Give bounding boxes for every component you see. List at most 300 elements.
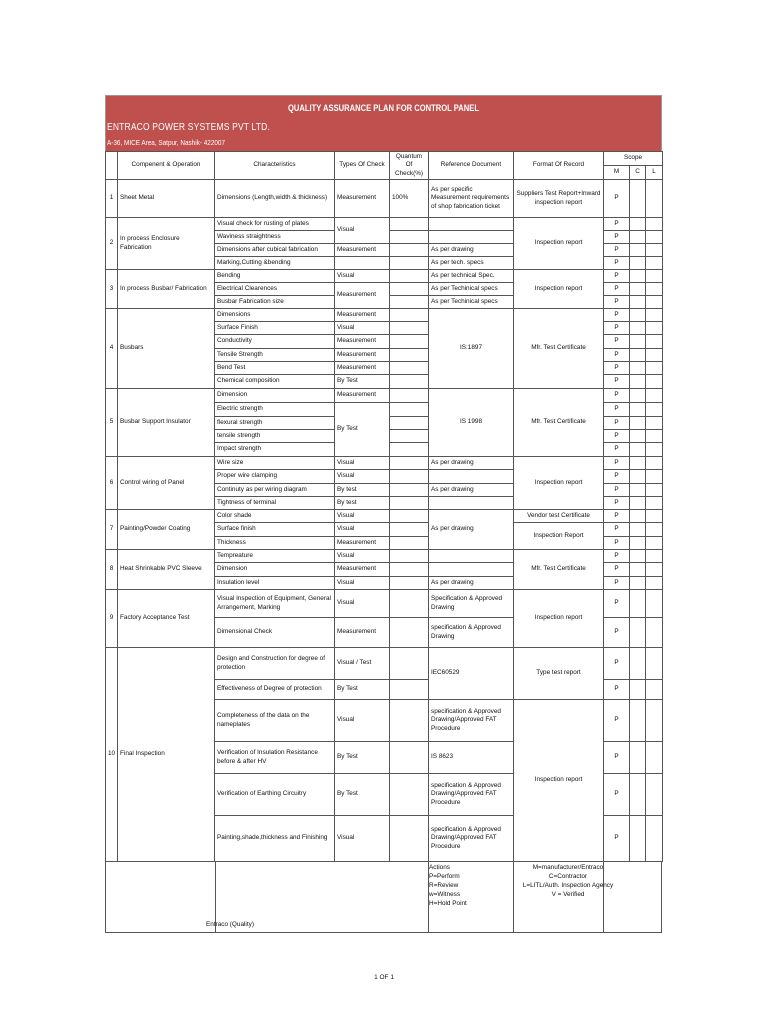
type-cell: Measurement [335, 618, 390, 648]
scope-m-cell: P [604, 218, 630, 231]
reference-cell: As per drawing [429, 510, 514, 550]
actions-perform: P=Perform [429, 872, 460, 880]
document-title: QUALITY ASSURANCE PLAN FOR CONTROL PANEL [288, 103, 479, 114]
scope-c-cell [630, 362, 646, 375]
quantum-cell [390, 742, 429, 774]
table-row [106, 457, 663, 470]
characteristic-cell: Tempreature [215, 550, 335, 563]
format-cell: Inspection report [514, 218, 604, 270]
scope-m-cell: P [604, 375, 630, 389]
footer-legend [105, 862, 662, 933]
scope-l-cell [646, 470, 663, 484]
scope-c-cell [630, 389, 646, 403]
scope-c-cell [630, 270, 646, 283]
scope-c-cell [630, 430, 646, 443]
characteristic-cell: Verification of Insulation Resistance before & after HV [215, 742, 335, 774]
quantum-cell [390, 257, 429, 270]
scope-m-cell: P [604, 742, 630, 774]
quantum-cell [390, 389, 429, 403]
col-header-scope-c: C [630, 166, 646, 180]
scope-l-cell [646, 309, 663, 322]
quantum-cell [390, 680, 429, 700]
reference-cell: specification & Approved Drawing/Approved FAT Procedure [429, 774, 514, 816]
scope-m-cell: P [604, 816, 630, 862]
characteristic-cell: Bending [215, 270, 335, 283]
quantum-cell [390, 270, 429, 283]
characteristic-cell: Color shade [215, 510, 335, 523]
format-cell: Vendor test Certificate [514, 510, 604, 523]
scope-l-cell [646, 443, 663, 457]
type-cell: By Test [335, 403, 390, 457]
characteristic-cell: Wire size [215, 457, 335, 470]
scope-l-cell [646, 180, 663, 218]
reference-cell: IS 1998 [429, 389, 514, 457]
characteristic-cell: Continuty as per wiring diagram [215, 484, 335, 497]
col-header-component: Compenent & Operation [118, 152, 215, 180]
reference-cell: IEC60529 [429, 648, 514, 700]
quantum-cell [390, 484, 429, 497]
scope-m-cell: P [604, 257, 630, 270]
type-cell: Visual [335, 577, 390, 590]
signature-label: Entraco (Quality) [206, 921, 254, 929]
scope-m-cell: P [604, 618, 630, 648]
scope-c-cell [630, 680, 646, 700]
scope-l-cell [646, 430, 663, 443]
scope-l-cell [646, 417, 663, 430]
quantum-cell [390, 700, 429, 742]
scope-m-cell: P [604, 577, 630, 590]
scope-c-cell [630, 590, 646, 618]
quantum-cell [390, 443, 429, 457]
scope-l-cell [646, 335, 663, 349]
scope-c-cell [630, 443, 646, 457]
characteristic-cell: Dimensions [215, 309, 335, 322]
reference-cell: As per specific Measurement requirements of shop fabrication ticket [429, 180, 514, 218]
type-cell: Visual [335, 523, 390, 537]
company-address: A-36, MICE Area, Satpur, Nashik- 422007 [107, 138, 226, 147]
scope-l-cell [646, 349, 663, 362]
format-cell: Suppliers Test Report+Inward inspection report [514, 180, 604, 218]
format-cell: Inspection Report [514, 523, 604, 550]
quantum-cell [390, 403, 429, 417]
scope-l-cell [646, 563, 663, 577]
item-number: 2 [106, 218, 118, 270]
scope-l-cell [646, 618, 663, 648]
scope-m-cell: P [604, 322, 630, 335]
title-banner [105, 95, 662, 151]
scope-l-cell [646, 537, 663, 550]
characteristic-cell: Marking,Cutting &bending [215, 257, 335, 270]
scope-m-cell: P [604, 231, 630, 244]
table-row [106, 309, 663, 322]
table-row [106, 270, 663, 283]
quantum-cell [390, 430, 429, 443]
type-cell: Measurement [335, 309, 390, 322]
scope-c-cell [630, 537, 646, 550]
reference-cell: IS 8623 [429, 742, 514, 774]
col-header-num [106, 152, 118, 180]
quantum-cell [390, 283, 429, 296]
characteristic-cell: Dimensions after cubical fabrication [215, 244, 335, 257]
scope-c-cell [630, 700, 646, 742]
scope-c-cell [630, 218, 646, 231]
scope-l-cell [646, 774, 663, 816]
type-cell: Measurement [335, 362, 390, 375]
component-name: Factory Acceptance Test [118, 590, 215, 648]
type-cell: Measurement [335, 563, 390, 577]
type-cell: Visual [335, 270, 390, 283]
characteristic-cell: Tensile Strength [215, 349, 335, 362]
quantum-cell [390, 774, 429, 816]
table-row [106, 590, 663, 618]
scope-m-cell: P [604, 283, 630, 296]
company-name: ENTRACO POWER SYSTEMS PVT LTD. [107, 122, 271, 133]
characteristic-cell: Electric strength [215, 403, 335, 417]
item-number: 6 [106, 457, 118, 510]
quantum-cell [390, 537, 429, 550]
characteristic-cell: Impact strength [215, 443, 335, 457]
type-cell: By Test [335, 680, 390, 700]
characteristic-cell: Visual check for rusting of plates [215, 218, 335, 231]
scope-l-cell [646, 244, 663, 257]
type-cell: Visual [335, 322, 390, 335]
characteristic-cell: Effectiveness of Degree of protection [215, 680, 335, 700]
col-header-reference: Reference Document [429, 152, 514, 180]
quantum-cell [390, 362, 429, 375]
item-number: 3 [106, 270, 118, 309]
characteristic-cell: Dimensional Check [215, 618, 335, 648]
scope-l-cell [646, 577, 663, 590]
scope-m-cell: P [604, 309, 630, 322]
item-number: 4 [106, 309, 118, 389]
quantum-cell [390, 335, 429, 349]
actions-hold-point: H=Hold Point [429, 899, 467, 907]
scope-l-cell [646, 523, 663, 537]
type-cell: Measurement [335, 283, 390, 309]
actions-review: R=Review [429, 881, 459, 889]
scope-l-cell [646, 375, 663, 389]
type-cell: Visual [335, 590, 390, 618]
reference-cell [429, 497, 514, 510]
characteristic-cell: Design and Construction for degree of protection [215, 648, 335, 680]
scope-l-cell [646, 510, 663, 523]
table-row [106, 648, 663, 680]
col-header-scope: Scope [604, 152, 663, 166]
component-name: Control wiring of Panel [118, 457, 215, 510]
reference-cell: As per drawing [429, 457, 514, 470]
quantum-cell [390, 470, 429, 484]
quantum-cell [390, 417, 429, 430]
table-row [106, 550, 663, 563]
characteristic-cell: Dimension [215, 389, 335, 403]
reference-cell: specification & Approved Drawing [429, 618, 514, 648]
reference-cell [429, 231, 514, 244]
scope-c-cell [630, 375, 646, 389]
quantum-cell [390, 309, 429, 322]
component-name: Busbar Support Insulator [118, 389, 215, 457]
reference-cell [429, 218, 514, 231]
format-cell: Mfr. Test Certificate [514, 389, 604, 457]
scope-c-cell [630, 563, 646, 577]
type-cell: Measurement [335, 537, 390, 550]
legend-manufacturer: M=manufacturer/Entraco [532, 864, 604, 871]
reference-cell: As per tech. specs [429, 257, 514, 270]
scope-c-cell [630, 349, 646, 362]
quantum-cell [390, 375, 429, 389]
scope-c-cell [630, 335, 646, 349]
reference-cell: As per Techinical specs [429, 296, 514, 309]
scope-l-cell [646, 590, 663, 618]
scope-l-cell [646, 270, 663, 283]
actions-heading: Actions [429, 864, 450, 871]
scope-m-cell: P [604, 349, 630, 362]
scope-c-cell [630, 774, 646, 816]
type-cell: By Test [335, 375, 390, 389]
quantum-cell [390, 322, 429, 335]
quantum-cell [390, 563, 429, 577]
table-row [106, 389, 663, 403]
characteristic-cell: Dimension [215, 563, 335, 577]
characteristic-cell: Surface Finish [215, 322, 335, 335]
scope-c-cell [630, 523, 646, 537]
quantum-cell [390, 523, 429, 537]
component-name: In process Busbar/ Fabrication [118, 270, 215, 309]
scope-m-cell: P [604, 335, 630, 349]
col-header-format: Format Of Record [514, 152, 604, 180]
reference-cell: As per drawing [429, 484, 514, 497]
scope-m-cell: P [604, 362, 630, 375]
quantum-cell [390, 244, 429, 257]
scope-m-cell: P [604, 296, 630, 309]
scope-m-cell: P [604, 270, 630, 283]
quantum-cell: 100% [390, 180, 429, 218]
type-cell: Measurement [335, 244, 390, 257]
scope-c-cell [630, 417, 646, 430]
quantum-cell [390, 457, 429, 470]
scope-c-cell [630, 550, 646, 563]
col-header-characteristics: Characteristics [215, 152, 335, 180]
type-cell: Visual [335, 550, 390, 563]
component-name: In process Enclosure Fabrication [118, 218, 215, 270]
page-number: 1 OF 1 [374, 974, 394, 981]
quantum-cell [390, 816, 429, 862]
scope-m-cell: P [604, 417, 630, 430]
type-cell: Visual [335, 816, 390, 862]
scope-c-cell [630, 231, 646, 244]
item-number: 8 [106, 550, 118, 590]
table-row [106, 180, 663, 218]
scope-c-cell [630, 497, 646, 510]
scope-c-cell [630, 484, 646, 497]
type-cell: Visual / Test [335, 648, 390, 680]
type-cell: By Test [335, 774, 390, 816]
scope-l-cell [646, 231, 663, 244]
scope-l-cell [646, 700, 663, 742]
scope-m-cell: P [604, 700, 630, 742]
component-name: Heat Shrinkable PVC Sleeve [118, 550, 215, 590]
characteristic-cell: Bend Test [215, 362, 335, 375]
characteristic-cell: Thickness [215, 537, 335, 550]
scope-c-cell [630, 648, 646, 680]
characteristic-cell: Surface finish [215, 523, 335, 537]
type-cell: Measurement [335, 180, 390, 218]
scope-c-cell [630, 816, 646, 862]
quantum-cell [390, 618, 429, 648]
scope-c-cell [630, 577, 646, 590]
reference-cell [429, 563, 514, 577]
scope-m-cell: P [604, 563, 630, 577]
scope-l-cell [646, 816, 663, 862]
scope-m-cell: P [604, 590, 630, 618]
reference-cell: specification & Approved Drawing/Approved FAT Procedure [429, 816, 514, 862]
scope-m-cell: P [604, 537, 630, 550]
quantum-cell [390, 510, 429, 523]
scope-l-cell [646, 283, 663, 296]
scope-m-cell: P [604, 180, 630, 218]
format-cell: Inspection report [514, 457, 604, 510]
type-cell: Visual [335, 218, 390, 244]
scope-l-cell [646, 296, 663, 309]
component-name: Busbars [118, 309, 215, 389]
quantum-cell [390, 349, 429, 362]
scope-c-cell [630, 403, 646, 417]
scope-m-cell: P [604, 497, 630, 510]
quantum-cell [390, 577, 429, 590]
type-cell: Visual [335, 457, 390, 470]
actions-witness: w=Witness [429, 890, 461, 898]
characteristic-cell: Conductivity [215, 335, 335, 349]
reference-cell [429, 550, 514, 563]
scope-l-cell [646, 742, 663, 774]
scope-l-cell [646, 497, 663, 510]
scope-l-cell [646, 403, 663, 417]
scope-l-cell [646, 389, 663, 403]
scope-c-cell [630, 244, 646, 257]
characteristic-cell: Visual Inspection of Equipment, General Arrangement, Marking [215, 590, 335, 618]
characteristic-cell: Verification of Earthing Circuitry [215, 774, 335, 816]
characteristic-cell: tensile strength [215, 430, 335, 443]
item-number: 1 [106, 180, 118, 218]
quantum-cell [390, 590, 429, 618]
scope-c-cell [630, 510, 646, 523]
format-cell: Mfr. Test Certificate [514, 550, 604, 590]
scope-c-cell [630, 470, 646, 484]
component-name: Painting/Powder Coating [118, 510, 215, 550]
type-cell: By test [335, 497, 390, 510]
reference-cell: As per drawing [429, 244, 514, 257]
characteristic-cell: Waviness straightness [215, 231, 335, 244]
characteristic-cell: Completeness of the data on the nameplates [215, 700, 335, 742]
scope-m-cell: P [604, 403, 630, 417]
characteristic-cell: flexural strength [215, 417, 335, 430]
format-cell: Inspection report [514, 590, 604, 648]
type-cell: Measurement [335, 389, 390, 403]
scope-m-cell: P [604, 680, 630, 700]
scope-c-cell [630, 457, 646, 470]
characteristic-cell: Insulation level [215, 577, 335, 590]
scope-l-cell [646, 257, 663, 270]
reference-cell: Specification & Approved Drawing [429, 590, 514, 618]
item-number: 7 [106, 510, 118, 550]
reference-cell: IS:1897 [429, 309, 514, 389]
scope-m-cell: P [604, 774, 630, 816]
format-cell: Mfr. Test Certificate [514, 309, 604, 389]
type-cell: Visual [335, 470, 390, 484]
scope-c-cell [630, 180, 646, 218]
reference-cell [429, 470, 514, 484]
scope-c-cell [630, 618, 646, 648]
characteristic-cell: Dimensions (Length,width & thickness) [215, 180, 335, 218]
scope-l-cell [646, 550, 663, 563]
quantum-cell [390, 550, 429, 563]
characteristic-cell: Electrical Clearences [215, 283, 335, 296]
scope-c-cell [630, 322, 646, 335]
qa-table [105, 151, 663, 862]
component-name: Sheet Metal [118, 180, 215, 218]
table-row [106, 510, 663, 523]
scope-m-cell: P [604, 457, 630, 470]
scope-m-cell: P [604, 550, 630, 563]
scope-l-cell [646, 648, 663, 680]
quantum-cell [390, 296, 429, 309]
reference-cell: As per technical Spec. [429, 270, 514, 283]
reference-cell: As per Techinical specs [429, 283, 514, 296]
col-header-scope-m: M [604, 166, 630, 180]
legend-inspection-agency: L=LITL/Auth. Inspection Agency [522, 881, 614, 889]
scope-m-cell: P [604, 389, 630, 403]
scope-l-cell [646, 218, 663, 231]
scope-m-cell: P [604, 244, 630, 257]
quantum-cell [390, 648, 429, 680]
characteristic-cell: Busbar Fabrication size [215, 296, 335, 309]
scope-c-cell [630, 742, 646, 774]
scope-c-cell [630, 257, 646, 270]
quantum-cell [390, 231, 429, 244]
scope-m-cell: P [604, 470, 630, 484]
scope-legend [513, 864, 623, 900]
scope-m-cell: P [604, 648, 630, 680]
scope-m-cell: P [604, 430, 630, 443]
component-name: Final Inspection [118, 648, 215, 862]
characteristic-cell: Proper wire clamping [215, 470, 335, 484]
quantum-cell [390, 218, 429, 231]
characteristic-cell: Tightness of terminal [215, 497, 335, 510]
reference-cell: As per drawing [429, 577, 514, 590]
type-cell [335, 257, 390, 270]
col-header-quantum: Quantum Of Check(%) [390, 152, 429, 180]
format-cell: Inspection report [514, 700, 604, 862]
scope-c-cell [630, 309, 646, 322]
characteristic-cell: Chemical composition [215, 375, 335, 389]
reference-cell: specification & Approved Drawing/Approved FAT Procedure [429, 700, 514, 742]
col-header-scope-l: L [646, 166, 663, 180]
col-header-types: Types Of Check [335, 152, 390, 180]
type-cell: By Test [335, 742, 390, 774]
scope-c-cell [630, 296, 646, 309]
scope-l-cell [646, 484, 663, 497]
item-number: 10 [106, 648, 118, 862]
scope-l-cell [646, 457, 663, 470]
scope-m-cell: P [604, 523, 630, 537]
type-cell: By test [335, 484, 390, 497]
item-number: 5 [106, 389, 118, 457]
table-row [106, 218, 663, 231]
qa-table-body [106, 180, 663, 862]
legend-verified: V = Verified [551, 890, 585, 898]
scope-m-cell: P [604, 484, 630, 497]
type-cell: Measurement [335, 349, 390, 362]
scope-c-cell [630, 283, 646, 296]
